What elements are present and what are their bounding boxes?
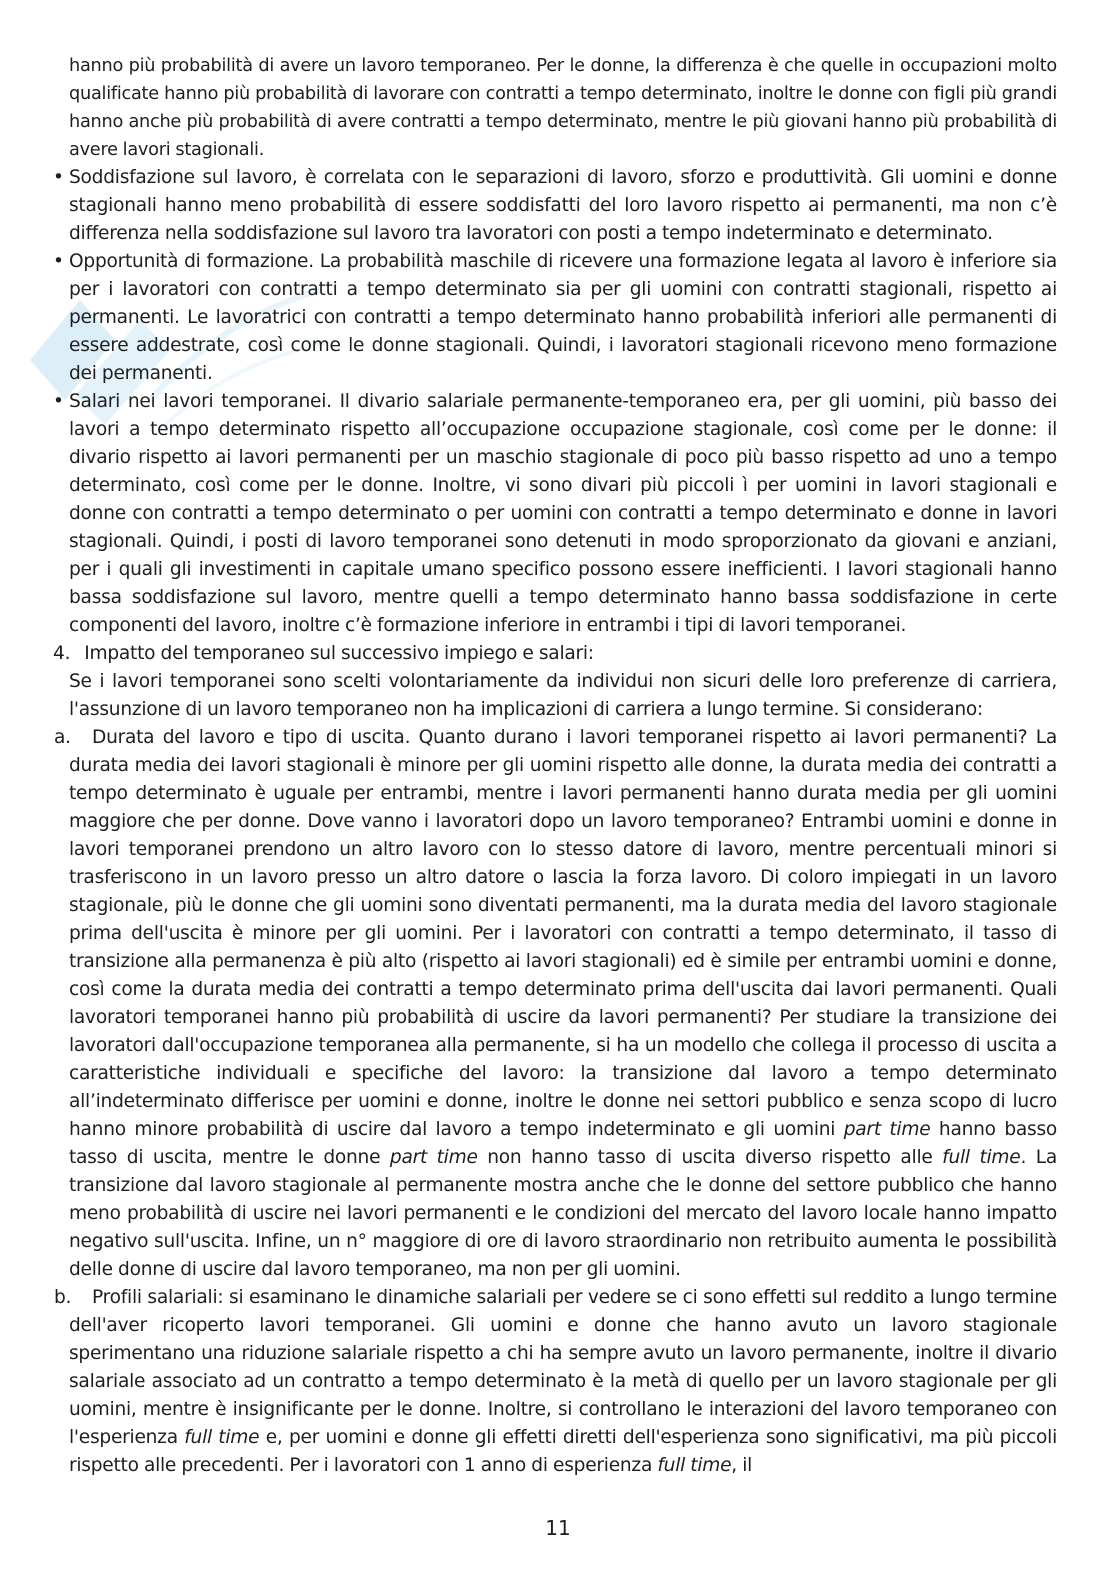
text-run: hanno basso tasso di uscita, mentre le donne xyxy=(69,1119,1058,1168)
section-intro: Se i lavori temporanei sono scelti volontariamente da individui non sicuri delle loro preferenze di carriera, l'assunzione di un lavoro temporaneo non ha implicazioni di carriera a lungo termine. Si considerano: xyxy=(69,671,1057,720)
bullet-mark: • xyxy=(53,391,64,412)
emphasis: full time xyxy=(184,1427,260,1448)
list-item-a xyxy=(54,724,1058,1284)
text-run: Durata del lavoro e tipo di uscita. Quanto durano i lavori temporanei rispetto ai lavori permanenti? La durata media dei lavori stagionali è minore per gli uomini rispetto alle donne, la durata media dei contratti a tempo determinato è uguale per entrambi, mentre i lavori permanenti hanno durata media per gli uomini maggiore che per donne. Dove vanno i lavoratori dopo un lavoro temporaneo? Entrambi uomini e donne in lavori temporanei prendono un altro lavoro con lo stesso datore di lavoro, mentre percentuali minori si trasferiscono in un lavoro presso un altro datore o lascia la forza lavoro. Di coloro impiegati in un lavoro stagionale, più le donne che gli uomini sono diventati permanenti, ma la durata media del lavoro stagionale prima dell'uscita è minore per gli uomini. Per i lavoratori con contratti a tempo determinato, il tasso di transizione alla permanenza è più alto (rispetto ai lavori stagionali) ed è simile per entrambi uomini e donne, così come la durata media dei contratti a tempo determinato prima dell'uscita dai lavori permanenti. Quali lavoratori temporanei hanno più probabilità di uscire da lavori permanenti? Per studiare la transizione dei lavoratori dall'occupazione temporanea alla permanente, si ha un modello che collega il processo di uscita a caratteristiche individuali e specifiche del lavoro: la transizione dal lavoro a tempo determinato all’indeterminato differisce per uomini e donne, inoltre le donne nei settori pubblico e senza scopo di lucro hanno minore probabilità di uscire dal lavoro a tempo indeterminato e gli uomini xyxy=(69,727,1057,1140)
list-marker: b. xyxy=(54,1287,72,1308)
emphasis: full time xyxy=(657,1455,732,1476)
continuation-paragraph: hanno più probabilità di avere un lavoro temporaneo. Per le donne, la differenza è che quelle in occupazioni molto qualificate hanno più probabilità di lavorare con contratti a tempo determinato, inoltre le donne con figli più grandi hanno anche più probabilità di avere contratti a tempo determinato, mentre le più giovani hanno più probabilità di avere lavori stagionali. xyxy=(69,56,1057,160)
section-title: Impatto del temporaneo sul successivo impiego e salari: xyxy=(84,643,594,664)
bullet-mark: • xyxy=(53,251,64,272)
bullet-training xyxy=(53,248,1057,388)
text-run: Profili salariali: si esaminano le dinamiche salariali per vedere se ci sono effetti sul reddito a lungo termine dell'aver ricoperto lavori temporanei. Gli uomini e donne che hanno avuto un lavoro stagionale sperimentano una riduzione salariale rispetto a chi ha sempre avuto un lavoro permanente, inoltre il divario salariale associato ad un contratto a tempo determinato è la metà di quello per un lavoro stagionale per gli uomini, mentre è insignificante per le donne. Inoltre, si controllano le interazioni del lavoro temporaneo con l'esperienza xyxy=(69,1287,1057,1448)
emphasis: part time xyxy=(389,1147,478,1168)
text-run: , il xyxy=(731,1455,753,1476)
text-run: e, per uomini e donne gli effetti diretti dell'esperienza sono significativi, ma più piccoli rispetto alle precedenti. Per i lavoratori con 1 anno di esperienza xyxy=(69,1427,1057,1476)
list-item-body xyxy=(69,727,1057,1280)
text-run: non hanno tasso di uscita diverso rispetto alle xyxy=(477,1147,943,1168)
list-item-body xyxy=(69,1287,1057,1476)
text-run: . La transizione dal lavoro stagionale al permanente mostra anche che le donne del settore pubblico che hanno meno probabilità di uscire nei lavori permanenti e le condizioni del mercato del lavoro locale hanno impatto negativo sull'uscita. Infine, un n° maggiore di ore di lavoro straordinario non retribuito aumenta le possibilità delle donne di uscire dal lavoro temporaneo, ma non per gli uomini. xyxy=(69,1147,1057,1280)
bullet-text: Soddisfazione sul lavoro, è correlata con le separazioni di lavoro, sforzo e produttività. Gli uomini e donne stagionali hanno meno probabilità di essere soddisfatti del loro lavoro rispetto ai permanenti, ma non c’è differenza nella soddisfazione sul lavoro tra lavoratori con posti a tempo indeterminato e determinato. xyxy=(69,167,1057,244)
list-item-b xyxy=(54,1284,1057,1480)
bullet-text: Salari nei lavori temporanei. Il divario salariale permanente-temporaneo era, per gli uomini, più basso dei lavori a tempo determinato rispetto all’occupazione occupazione stagionale, così come per le donne: il divario rispetto ai lavori permanenti per un maschio stagionale di poco più basso rispetto ad uno a tempo determinato, così come per le donne. Inoltre, vi sono divari più piccoli ì per uomini in lavori stagionali e donne con contratti a tempo determinato o per uomini con contratti a tempo determinato e donne in lavori stagionali. Quindi, i posti di lavoro temporanei sono detenuti in modo sproporzionato da giovani e anziani, per i quali gli investimenti in capitale umano specifico possono essere inefficienti. I lavori stagionali hanno bassa soddisfazione sul lavoro, mentre quelli a tempo determinato hanno bassa soddisfazione in certe componenti del lavoro, inoltre c’è formazione inferiore in entrambi i tipi di lavori temporanei. xyxy=(69,391,1057,636)
bullet-mark: • xyxy=(53,167,64,188)
emphasis: part time xyxy=(843,1119,931,1140)
section-heading-4 xyxy=(53,640,1057,668)
bullet-wages xyxy=(53,388,1057,640)
bullet-text: Opportunità di formazione. La probabilità maschile di ricevere una formazione legata al lavoro è inferiore sia per i lavoratori con contratti a tempo determinato sia per gli uomini con contratti stagionali, rispetto ai permanenti. Le lavoratrici con contratti a tempo determinato hanno probabilità inferiori alle permanenti di essere addestrate, così come le donne stagionali. Quindi, i lavoratori stagionali ricevono meno formazione dei permanenti. xyxy=(69,251,1057,384)
document-body xyxy=(53,52,1058,1480)
section-number: 4. xyxy=(53,643,71,664)
emphasis: full time xyxy=(942,1147,1021,1168)
page-number: 11 xyxy=(545,1516,571,1540)
bullet-job-satisfaction xyxy=(53,164,1057,248)
list-marker: a. xyxy=(54,727,71,748)
